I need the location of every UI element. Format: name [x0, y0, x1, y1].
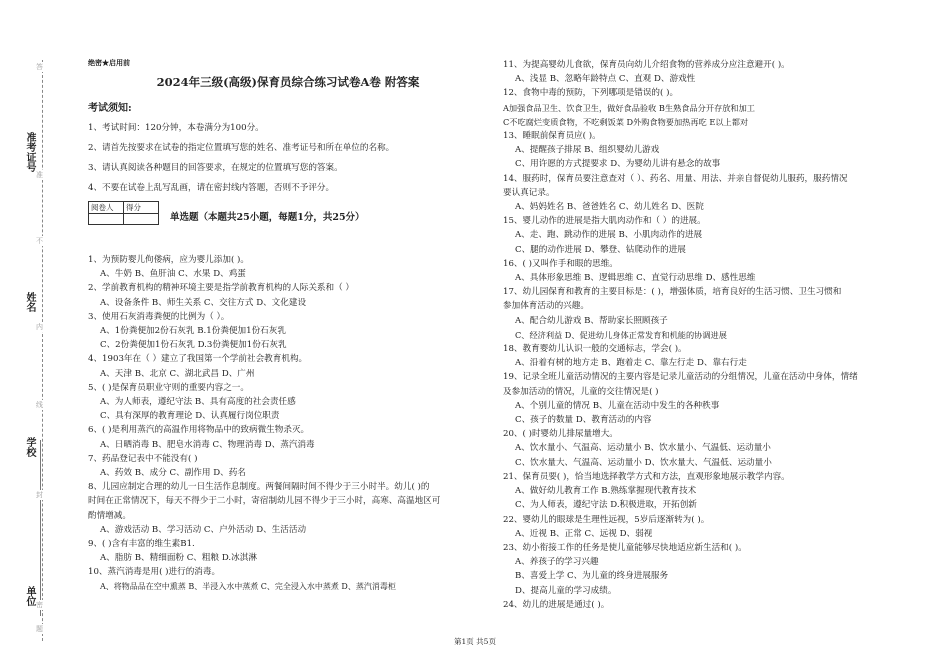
- option-line: C、饮水量大、气温高、运动量小 D、饮水量大、气温低、运动量小: [515, 457, 772, 468]
- option-line: A、游戏活动 B、学习活动 C、户外活动 D、生活活动: [100, 524, 307, 535]
- question-line: 13、睡眠前保育员应( )。: [503, 131, 601, 142]
- option-line: A、近视 B、正常 C、远视 D、弱视: [515, 528, 653, 539]
- question-line: 2、学前教育机构的精神环境主要是指学前教育机构的人际关系和（ ）: [88, 283, 355, 294]
- option-line: A、牛奶 B、鱼肝油 C、水果 D、鸡蛋: [100, 269, 246, 280]
- option-line: C、为人师表，遵纪守法 D.积极进取，开拓创新: [515, 500, 697, 511]
- option-line: A加强食品卫生、饮食卫生，做好食品验收 B生熟食品分开存放和加工: [503, 102, 755, 113]
- question-line: 要认真记录。: [503, 187, 555, 198]
- option-line: A、沿着有树的地方走 B、跑着走 C、靠左行走 D、靠右行走: [515, 358, 747, 369]
- seal-char: 准: [36, 171, 43, 179]
- question-line: 15、婴儿动作的进展是指大肌肉动作和（ ）的进展。: [503, 216, 706, 227]
- option-line: C、具有深厚的教育理论 D、认真履行岗位职责: [100, 411, 280, 422]
- question-line: 4、1903年在（ ）建立了我国第一个学前社会教育机构。: [88, 354, 308, 365]
- question-line: 18、教育婴幼儿认识一般的交通标志，学会( )。: [503, 344, 687, 355]
- questions-left: [88, 253, 488, 594]
- question-line: 7、药品登记表中不能没有( ): [88, 453, 198, 464]
- left-column: [88, 58, 488, 594]
- seal-char: 封: [36, 491, 43, 499]
- notice-title: 考试须知:: [88, 103, 132, 114]
- question-line: 17、幼儿园保育和教育的主要目标是：( )，增强体质，培育良好的生活习惯、卫生习惯和: [503, 287, 842, 298]
- label-unit: 单位: [24, 586, 35, 606]
- question-line: 24、幼儿的进展是通过( )。: [503, 599, 610, 610]
- section-title: 单选题（本题共25小题，每题1分，共25分）: [170, 212, 365, 223]
- question-line: 20、( )时婴幼儿排尿量增大。: [503, 429, 618, 440]
- score-box-cell[interactable]: [89, 214, 124, 225]
- option-line: C、2份粪便加1份石灰乳 D.3份粪便加1份石灰乳: [100, 340, 287, 351]
- question-line: 8、儿园应制定合理的幼儿一日生活作息制度。两餐间隔时间不得少于三小时半。幼儿( )的: [88, 482, 430, 493]
- option-line: A、做好幼儿教育工作 B.熟练掌握现代教育技术: [515, 486, 697, 497]
- option-line: C、孩子的数量 D、教育活动的内容: [515, 415, 652, 426]
- question-line: 参加体育活动的兴趣。: [503, 301, 589, 312]
- secret-mark: 绝密★启用前: [88, 58, 130, 67]
- question-line: 19、记录全班儿童活动情况的主要内容是记录儿童活动的分组情况，儿童在活动中身体，情绪: [503, 372, 858, 383]
- option-line: A、养孩子的学习兴趣: [515, 557, 599, 568]
- seal-char: 线: [36, 401, 43, 409]
- option-line: A、妈妈姓名 B、爸爸姓名 C、幼儿姓名 D、医院: [515, 202, 704, 213]
- notice-item: 3、请认真阅读各种题目的回答要求，在规定的位置填写您的答案。: [88, 163, 343, 173]
- option-line: C、腿的动作进展 D、攀登、钻爬动作的进展: [515, 244, 686, 255]
- label-school: 学校: [24, 437, 35, 457]
- option-line: A、饮水量小、气温高、运动量小 B、饮水量小、气温低、运动量小: [515, 443, 771, 454]
- seal-solid-line: [40, 440, 41, 616]
- question-line: 11、为提高婴幼儿食欲，保育员向幼儿介绍食物的营养成分应注意避开( )。: [503, 60, 790, 70]
- binding-strip: [0, 0, 72, 671]
- option-line: C、经济利益 D、促进幼儿身体正常发育和机能的协调进展: [515, 329, 727, 340]
- option-line: D、提高儿童的学习成绩。: [515, 585, 617, 596]
- seal-char: 密: [36, 601, 43, 609]
- option-line: A、设备条件 B、师生关系 C、交往方式 D、文化建设: [100, 297, 307, 308]
- notice-item: 4、不要在试卷上乱写乱画，请在密封线内答题，否则不予评分。: [88, 183, 335, 193]
- question-line: 21、保育员要( )，恰当地选择教学方式和方法，直观形象地展示教学内容。: [503, 471, 790, 482]
- label-name: 姓名: [24, 292, 35, 312]
- question-line: 6、( )是利用蒸汽的高温作用将物品中的致病微生物杀灭。: [88, 425, 310, 436]
- option-line: C、用许愿的方式提要求 D、为婴幼儿讲有悬念的故事: [515, 159, 721, 170]
- option-line: A、将物品品在空中熏蒸 B、半浸入水中蒸煮 C、完全浸入水中蒸煮 D、蒸汽消毒柜: [100, 581, 396, 591]
- question-line: 3、使用石灰消毒粪便的比例为（ ）。: [88, 311, 230, 322]
- section-header-row: [88, 201, 488, 225]
- question-line: 23、幼小衔接工作的任务是使儿童能够尽快地适应新生活和( )。: [503, 542, 747, 553]
- question-line: 及参加活动的情况，儿童的交往情况是( ): [503, 386, 659, 397]
- question-line: 9、( )含有丰富的维生素B1.: [88, 539, 195, 550]
- option-line: A、脂肪 B、精细面粉 C、粗粮 D.冰淇淋: [100, 553, 257, 564]
- option-line: A、具体形象思维 B、逻辑思维 C、直觉行动思维 D、感性思维: [515, 273, 756, 284]
- question-line: 时间在正常情况下，每天不得少于二小时，寄宿制幼儿园不得少于三小时，高寒、高温地区可: [88, 496, 441, 507]
- seal-char: 内: [36, 323, 43, 331]
- option-line: B、喜爱上学 C、为儿童的终身进展服务: [515, 571, 669, 582]
- question-line: 10、蒸汽消毒是用( )进行的消毒。: [88, 567, 221, 578]
- page-footer: 第1页 共5页: [454, 637, 496, 646]
- notice-item: 2、请首先按要求在试卷的指定位置填写您的姓名、准考证号和所在单位的名称。: [88, 143, 395, 153]
- exam-title: 2024年三级(高级)保育员综合练习试卷A卷 附答案: [156, 75, 420, 89]
- question-line: 22、婴幼儿的眼球是生理性远视，5岁后逐渐转为( )。: [503, 514, 710, 525]
- option-line: A、药效 B、成分 C、副作用 D、药名: [100, 468, 246, 479]
- score-box-grader: 阅卷人: [89, 202, 124, 214]
- right-column: [503, 58, 908, 612]
- question-line: 酌情增减。: [88, 510, 131, 521]
- option-line: A、配合幼儿游戏 B、帮助家长照顾孩子: [515, 315, 668, 326]
- label-exam-number: 准考证号: [24, 132, 35, 172]
- option-line: C不吃腐烂变质食物，不吃剩饭菜 D外购食物要加热再吃 E以上都对: [503, 116, 749, 127]
- option-line: A、个别儿童的情况 B、儿童在活动中发生的各种秩事: [515, 400, 720, 411]
- option-line: A、提醒孩子排尿 B、组织婴幼儿游戏: [515, 145, 660, 156]
- question-line: 14、服药时，保育员要注意查对（ ）、药名、用量、用法、并亲自督促幼儿服药，服药情况: [503, 173, 848, 184]
- seal-char: 题: [36, 625, 43, 633]
- score-box-cell[interactable]: [124, 214, 159, 225]
- question-line: 5、( )是保育员职业守则的重要内容之一。: [88, 382, 249, 393]
- option-line: A、为人师表，遵纪守法 B、具有高度的社会责任感: [100, 397, 296, 408]
- option-line: A、日晒消毒 B、肥皂水消毒 C、物理消毒 D、蒸汽消毒: [100, 439, 315, 450]
- question-line: 12、食物中毒的预防，下列哪项是错误的( )。: [503, 88, 679, 99]
- notice-item: 1、考试时间：120分钟，本卷满分为100分。: [88, 123, 264, 133]
- option-line: A、天津 B、北京 C、湖北武昌 D、广州: [100, 368, 255, 379]
- score-box-score: 得分: [124, 202, 159, 214]
- question-line: 1、为预防婴儿佝偻病，应为婴儿添加( )。: [88, 255, 249, 265]
- option-line: A、走、跑、跳动作的进展 B、小肌肉动作的进展: [515, 230, 703, 241]
- option-line: A、浅显 B、忽略年龄特点 C、直观 D、游戏性: [515, 74, 696, 85]
- option-line: A、1份粪便加2份石灰乳 B.1份粪便加1份石灰乳: [100, 326, 286, 337]
- seal-char: 答: [36, 63, 43, 71]
- question-line: 16、( )又叫作手和眼的思维。: [503, 258, 618, 269]
- seal-dashed-line: [42, 60, 43, 641]
- seal-char: 不: [36, 237, 43, 245]
- score-box: [88, 201, 159, 225]
